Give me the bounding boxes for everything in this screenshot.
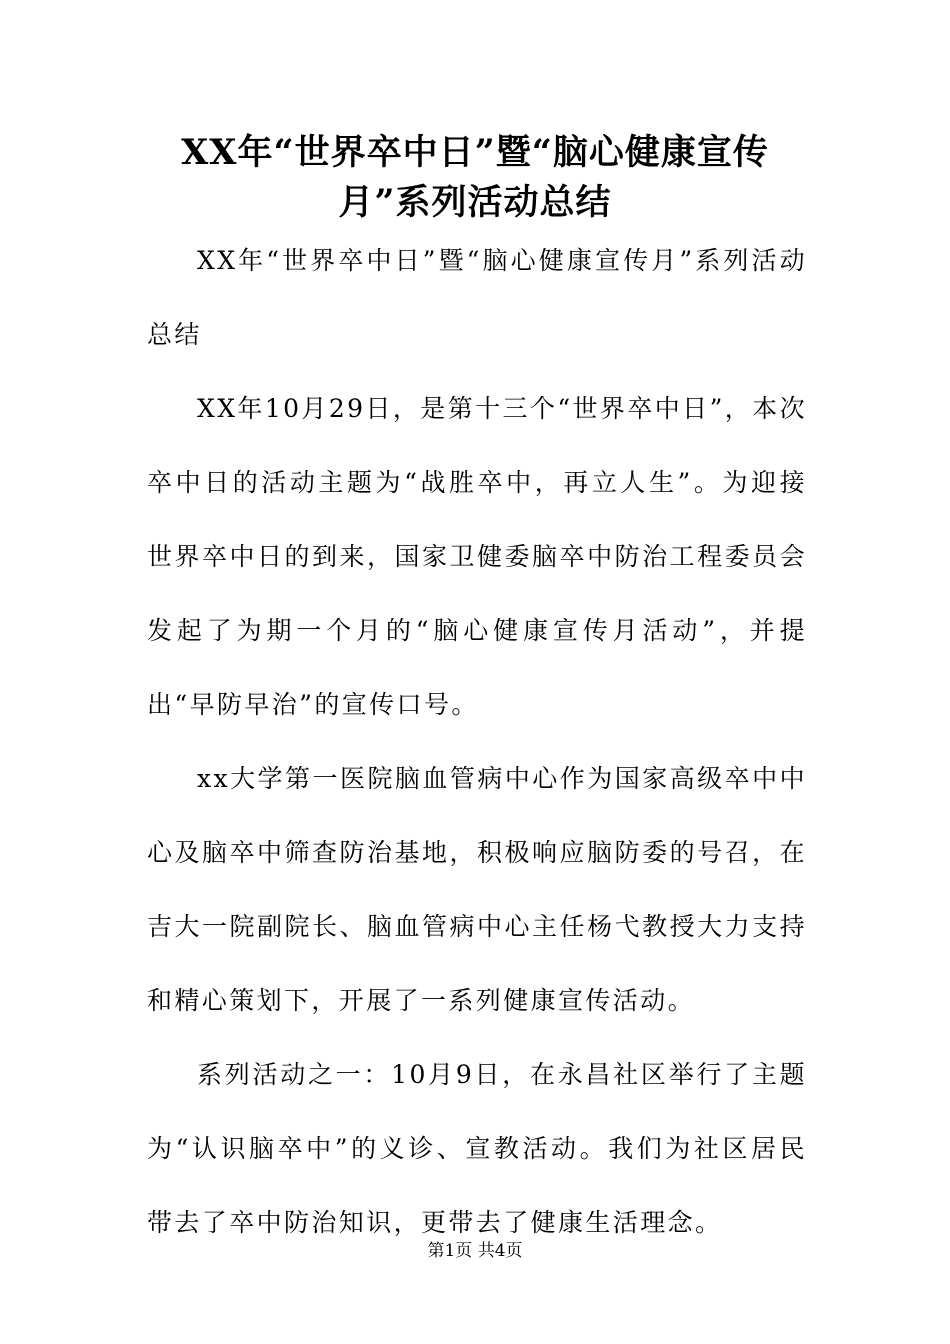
title-line-1: XX年“世界卒中日”暨“脑心健康宣传	[181, 132, 769, 173]
document-body	[147, 224, 807, 1260]
paragraph-3: xx大学第一医院脑血管病中心作为国家高级卒中中心及脑卒中筛查防治基地，积极响应脑防委的号召，在吉大一院副院长、脑血管病中心主任杨弋教授大力支持和精心策划下，开展了一系列健康宣传活动。	[147, 764, 807, 1015]
paragraph-4: 系列活动之一：10月9日，在永昌社区举行了主题为“认识脑卒中”的义诊、宣教活动。我们为社区居民带去了卒中防治知识，更带去了健康生活理念。	[147, 1060, 807, 1237]
paragraph-2: XX年10月29日，是第十三个“世界卒中日”，本次卒中日的活动主题为“战胜卒中，再立人生”。为迎接世界卒中日的到来，国家卫健委脑卒中防治工程委员会发起了为期一个月的“脑心健康宣传月活动”，并提出“早防早治”的宣传口号。	[147, 394, 807, 719]
document-title	[120, 128, 830, 228]
paragraph-1: XX年“世界卒中日”暨“脑心健康宣传月”系列活动总结	[147, 246, 807, 349]
title-line-2: 月”系列活动总结	[338, 182, 612, 223]
page-footer: 第1页 共4页	[427, 1241, 523, 1261]
